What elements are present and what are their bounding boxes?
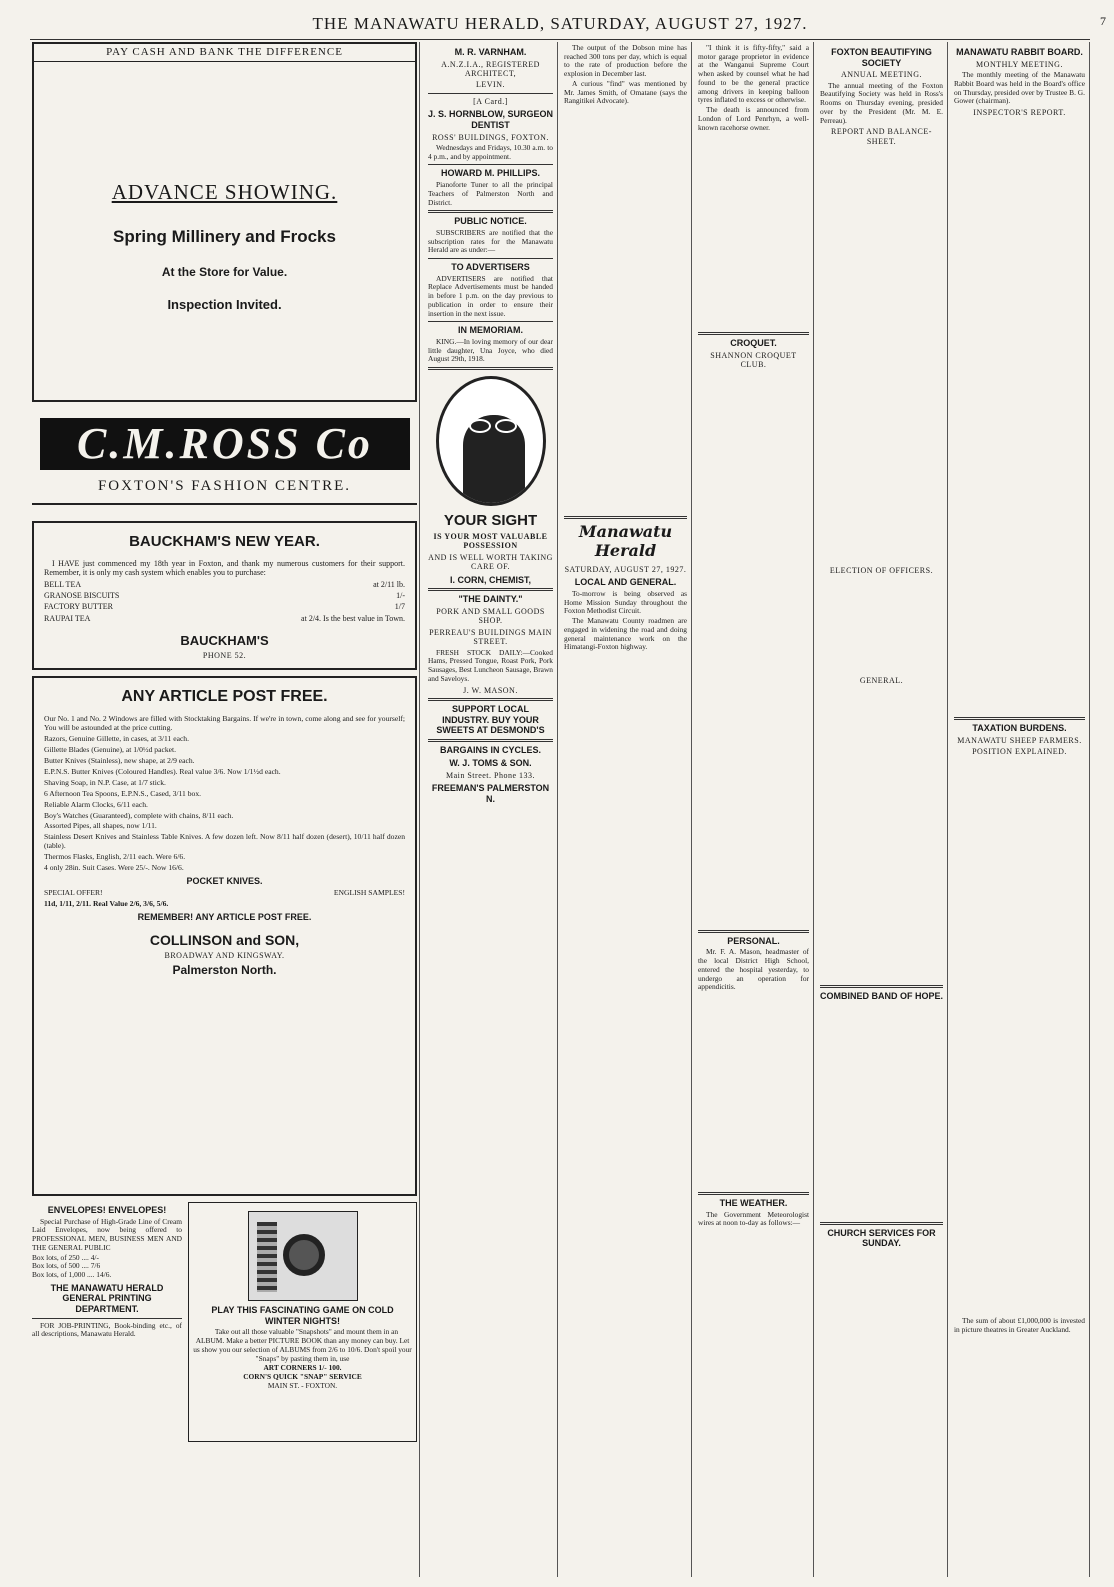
masthead [30,14,1090,40]
mason-name: J. W. MASON. [463,685,518,695]
post-free-title: ANY ARTICLE POST FREE. [121,688,328,706]
dainty-title: "THE DAINTY." [458,594,523,605]
herald-date: SATURDAY, AUGUST 27, 1927. [564,564,687,574]
knife-prices: 11d, 1/11, 2/11. Real Value 2/6, 3/6, 5/6. [44,898,169,908]
collinson-city: Palmerston North. [172,963,277,978]
subscribers-text: SUBSCRIBERS are notified that the subscription rates for the Manawatu Herald are as under:— [428,227,553,255]
special-row: SPECIAL OFFER! ENGLISH SAMPLES! [44,887,405,897]
phillips-text: Pianoforte Tuner to all the principal Teachers of Palmerston North and District. [428,180,553,207]
hornblow-name: J. S. HORNBLOW, SURGEON DENTIST [428,109,554,130]
taxation-title: TAXATION BURDENS. [972,723,1067,734]
freeman-name: FREEMAN'S PALMERSTON N. [431,783,550,805]
monthly-meeting: MONTHLY MEETING. [976,59,1063,69]
dobson-paragraph: The output of the Dobson mine has reached 300 tons per day, which is equal to the rate of production before the explosion in December last. [564,43,687,79]
envelopes-text: Special Purchase of High-Grade Line of Cream Laid Envelopes, now being offered to PROFESSIONAL MEN, BUSINESS MEN AND THE GENERAL PUBLIC [32,1216,182,1252]
pay-cash-strip: PAY CASH AND BANK THE DIFFERENCE [34,44,415,62]
band-of-hope-title: COMBINED BAND OF HOPE. [820,991,944,1002]
support-local: SUPPORT LOCAL INDUSTRY. BUY YOUR SWEETS AT DESMOND'S [436,703,545,736]
croquet-title: CROQUET. [730,338,777,349]
millinery-advert [32,42,417,402]
remember-line: REMEMBER! ANY ARTICLE POST FREE. [137,911,312,922]
bauckham-title: BAUCKHAM'S NEW YEAR. [129,533,320,550]
election-officers: ELECTION OF OFFICERS. [829,566,934,576]
dainty-sub: PORK AND SMALL GOODS SHOP. [436,606,545,626]
position-explained: POSITION EXPLAINED. [972,747,1067,757]
home-mission-paragraph: To-morrow is being observed as Home Mission Sunday throughout the Foxton Methodist Circuit. [564,588,687,616]
collinson-name: COLLINSON and SON, [149,932,300,949]
sight-sub: IS YOUR MOST VALUABLE POSSESSION [433,531,548,551]
art-corners: ART CORNERS 1/- 100. [263,1363,342,1373]
article-line: 6 Afternoon Tea Spoons, E.P.N.S., Cased, 3/11 box. [44,788,202,798]
snapshot-advert [188,1202,417,1442]
snap-shop: CORN'S QUICK "SNAP" SERVICE [243,1371,362,1381]
bauckham-phone: PHONE 52. [202,650,247,660]
lower-adverts [32,1202,417,1442]
envelopes-title: ENVELOPES! ENVELOPES! [47,1205,167,1216]
article-line: Thermos Flasks, English, 2/11 each. Were 6/6. [44,852,186,862]
dainty-address: PERREAU'S BUILDINGS MAIN STREET. [429,627,552,647]
sight-title: YOUR SIGHT [443,512,538,530]
bauckham-advert [32,521,417,670]
fashion-centre: FOXTON'S FASHION CENTRE. [97,478,352,494]
card-label: [A Card.] [473,96,508,106]
toms-name: W. J. TOMS & SON. [449,758,532,769]
snap-text: Take out all those valuable "Snapshots" and mount them in an ALBUM. Make a better PICTURE BOOK than any money can buy. Let us show you our selection of ALBUMS from 2/6 to 10/6. Don't spoil your "Snaps" by pasting them in, use [193,1327,412,1363]
envelope-price: Box lots, of 1,000 .... 14/6. [32,1270,112,1280]
varnham-name: M. R. VARNHAM. [454,47,527,57]
herald-printing: THE MANAWATU HERALD GENERAL PRINTING DEPARTMENT. [50,1282,164,1315]
article-line: Shaving Soap, in N.P. Case, at 1/7 stick. [44,777,166,787]
price-row: FACTORY BUTTER 1/7 [44,602,405,612]
bauckham-name: BAUCKHAM'S [180,633,269,649]
store-for-value: At the Store for Value. [161,264,288,279]
penrhyn-paragraph: The death is announced from London of Lord Penrhyn, a well-known racehorse owner. [698,105,809,132]
article-line: 4 only 28in. Suit Cases. Were 25/-. Now 16/6. [44,863,184,873]
page-number: 7 [1100,14,1106,28]
corn-chemist: I. CORN, CHEMIST, [449,574,531,585]
bargains-cycles: BARGAINS IN CYCLES. [439,744,541,755]
column-news [694,42,814,1577]
sheep-farmers: MANAWATU SHEEP FARMERS. [957,736,1082,746]
column-rabbit-board [950,42,1090,1577]
advance-showing: ADVANCE SHOWING. [111,179,338,204]
rabbit-board-title: MANAWATU RABBIT BOARD. [956,47,1083,57]
hornblow-hours: Wednesdays and Fridays, 10.30 a.m. to 4 p.m., and by appointment. [428,143,553,161]
article-line: Reliable Alarm Clocks, 6/11 each. [44,799,148,809]
bauckham-prices [44,580,405,624]
article-line: Boy's Watches (Guaranteed), complete with chains, 8/11 each. [44,810,234,820]
levin: LEVIN. [476,80,505,90]
local-general-title: LOCAL AND GENERAL. [574,577,677,588]
column-professional-cards [424,42,558,1577]
advertisers-text: ADVERTISERS are notified that Replace Advertisements must be handed in before 1 p.m. on the day previous to publication in order to ensure their insertion in the next issue. [428,273,553,318]
public-notice: PUBLIC NOTICE. [454,216,527,227]
masthead-title: THE MANAWATU HERALD, SATURDAY, AUGUST 27, 1927. [312,14,808,33]
envelope-price: Box lots, of 250 .... 4/- [32,1252,99,1262]
memoriam-text: KING.—In loving memory of our dear little daughter, Una Joyce, who died August 29th, 1918. [428,337,553,364]
ross-logo: C.M.ROSS Co [40,418,410,470]
collinson-address: BROADWAY AND KINGSWAY. [164,950,285,960]
beautifying-title: FOXTON BEAUTIFYING SOCIETY [831,47,932,68]
roadmen-paragraph: The Manawatu County roadmen are engaged in widening the road and doing general maintenance work on the Himatangi-Foxton highway. [564,616,687,652]
toms-address: Main Street. Phone 133. [445,771,536,781]
advert-column [30,42,420,1577]
fresh-stock: FRESH STOCK DAILY:—Cooked Hams, Pressed Tongue, Roast Pork, Pork Sausages, Best Luncheon Sausage, Brawn and Saveloys. [428,647,553,683]
memoriam-title: IN MEMORIAM. [458,325,523,336]
picture-theatres-paragraph: The sum of about £1,000,000 is invested in picture theatres in Greater Auckland. [954,1315,1085,1334]
weather-title: THE WEATHER. [719,1198,788,1209]
article-line: Stainless Desert Knives and Stainless Table Knives. A few dozen left. Now 8/11 half dozen (desert), 10/11 half dozen (table). [44,832,405,851]
article-line: Gillette Blades (Genuine), at 1/0½d packet. [44,744,177,754]
phillips-name: HOWARD M. PHILLIPS. [441,168,540,179]
personal-text: Mr. F. A. Mason, headmaster of the local District High School, entered the hospital yesterday, to undergo an operation for appendicitis. [698,947,809,992]
envelope-price: Box lots, of 500 .... 7/6 [32,1261,101,1271]
column-beautifying [816,42,948,1577]
pocket-knives: POCKET KNIVES. [186,876,263,887]
report-balance-sheet: REPORT AND BALANCE-SHEET. [831,127,932,146]
inspection-invited: Inspection Invited. [167,296,282,312]
price-row: BELL TEA at 2/11 lb. [44,579,405,589]
curious-find-paragraph: A curious "find" was mentioned by Mr. James Smith, of Omatane (says the Rangitikei Advocate). [564,78,687,106]
annual-meeting: ANNUAL MEETING. [841,70,922,80]
advertisers-title: TO ADVERTISERS [451,262,530,273]
article-line: Butter Knives (Stainless), new shape, at 2/9 each. [44,755,195,765]
camera-icon [248,1211,358,1301]
article-line: E.P.N.S. Butter Knives (Coloured Handles). Real value 3/6. Now 1/1½d each. [44,766,281,776]
job-printing: FOR JOB-PRINTING, Book-binding etc., of all descriptions, Manawatu Herald. [32,1320,182,1339]
tyres-paragraph: "I think it is fifty-fifty," said a motor garage proprietor in evidence at the Wanganui Supreme Court when asked by counsel what he had found to be the general practice among drivers in keeping balloon tyres inflated to excess or otherwise. [698,43,809,105]
snap-address: MAIN ST. - FOXTON. [267,1380,338,1390]
ross-advert [32,410,417,505]
varnham-sub: A.N.Z.I.A., REGISTERED ARCHITECT, [441,59,540,79]
column-local-general [560,42,692,1577]
article-line: Razors, Genuine Gillette, in cases, at 3/11 each. [44,733,190,743]
church-services-title: CHURCH SERVICES FOR SUNDAY. [827,1227,936,1249]
hornblow-address: ROSS' BUILDINGS, FOXTON. [432,132,549,142]
snap-title: PLAY THIS FASCINATING GAME ON COLD WINTER NIGHTS! [211,1305,394,1326]
bauckham-text: I HAVE just commenced my 18th year in Foxton, and thank my numerous customers for their support. Remember, it is only my cash system which enables you to purchase: [44,558,405,578]
price-row: GRANOSE BISCUITS 1/- [44,591,405,600]
envelopes-advert [32,1202,182,1442]
article-line: Our No. 1 and No. 2 Windows are filled with Stocktaking Bargains. If we're in town, come along and see for yourself; You will be astounded at the price cutting. [44,713,405,732]
spectacles-illustration [436,376,546,506]
sight-text: AND IS WELL WORTH TAKING CARE OF. [428,552,553,572]
price-row: RAUPAI TEA at 2/4. Is the best value in Town. [44,613,405,623]
post-free-advert [32,676,417,1196]
shannon-croquet: SHANNON CROQUET CLUB. [710,350,797,370]
personal-title: PERSONAL. [727,935,780,946]
weather-text: The Government Meteorologist wires at noon to-day as follows:— [698,1209,809,1228]
article-line: Assorted Pipes, all shapes, now 1/11. [44,821,157,831]
spring-millinery: Spring Millinery and Frocks [113,226,336,246]
general-subhead: GENERAL. [859,675,904,685]
beautifying-text: The annual meeting of the Foxton Beautifying Society was held in Ross's Rooms on Thursday evening, presided over by the President (Mr. M. E. Perreau). [820,80,943,125]
herald-nameplate: Manawatu Herald [578,522,673,561]
inspectors-report: INSPECTOR'S REPORT. [973,107,1066,117]
rabbit-board-text: The monthly meeting of the Manawatu Rabbit Board was held in the Board's office on Thursday, presided over by Trustee B. G. Gower (chairman). [954,70,1085,106]
